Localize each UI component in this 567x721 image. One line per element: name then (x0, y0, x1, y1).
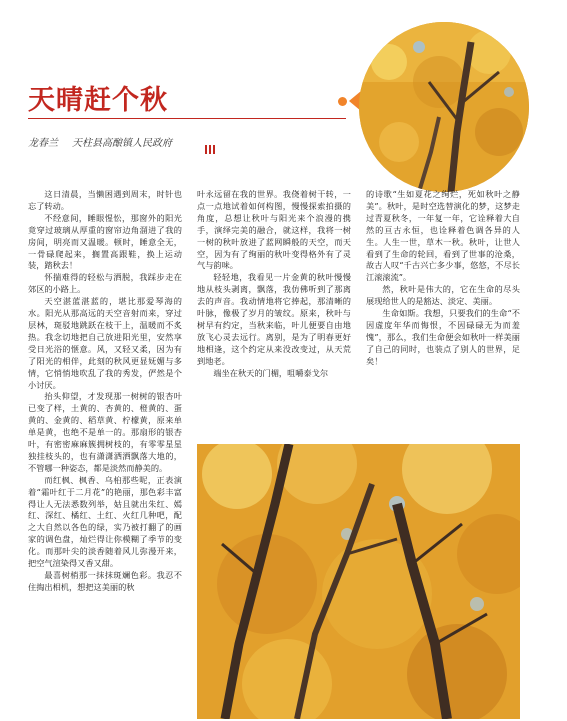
paragraph: 怀揣难得的轻松与洒脱，我踩步走在郊区的小路上。 (28, 272, 182, 295)
article-title: 天晴赶个秋 (28, 85, 168, 116)
orange-dot-icon (338, 97, 347, 106)
paragraph: 最喜树梢那一抹抹斑斓色彩。我忍不住掏出相机，想把这美丽的秋 (28, 570, 182, 592)
text-column-2 (197, 189, 351, 439)
paragraph: 不经意间，睡眼惺忪，那窗外的阳光竟穿过玻璃从厚重的窗帘边角溜进了我的房间，明亮而又温暖。顿时，睡意全无，一骨碌爬起来，搁置高跟鞋，换上运动装，踏秋去！ (28, 212, 182, 271)
paragraph: 生命如斯。我想，只要我们的生命“不因虚度年华而悔恨，不因碌碌无为而羞愧”，那么，我们生命便会如秋叶一样美丽了自己的同时，也装点了别人的世界，足矣！ (366, 308, 520, 366)
paragraph: 的诗歌“生如夏花之绚烂，死如秋叶之静美”。秋叶，是时空选替演化的梦，这梦走过青夏秋冬，一年复一年，它诠释着大自然的亘古永恒，也诠释着色调各异的人生。人生一世，草木一秋。秋叶，让世人看到了生命的轮回，看到了世事的沧桑，故古人叹“千古兴亡多少事，悠悠，不尽长江滚滚流”。 (366, 189, 520, 283)
ginkgo-tree-circle-photo (359, 22, 529, 192)
text-column-3 (366, 189, 520, 439)
text-column-1 (28, 189, 182, 719)
byline (28, 137, 172, 151)
byline-bars-icon (205, 139, 217, 158)
paragraph: 这日清晨，当懒困遇到周末，时针也忘了转动。 (28, 189, 182, 211)
paragraph: 叶永远留在我的世界。我侥着树干转，一点一点地试着如何构图，慢慢探索拍摄的角度，总想让秋叶与阳光来个浪漫的携手，演绎完美的融合，就这样，我将一树一树的秋叶放进了蓝网瞬般的天空，而天空，因为有了绚丽的秋叶变得格外有了灵气与韵味。 (197, 189, 351, 271)
paragraph: 然，秋叶是伟大的，它在生命的尽头展现给世人的是豁达、淡定、美丽。 (366, 284, 520, 307)
paragraph: 而红枫、枫香、乌桕那些呢，正表演着“霜叶红于二月花”的艳丽，那色彩丰富得让人无法悉数列举，姑且就出朱红、嫣红、深红、橘红、土红、火红几种吧，配之大自然以各色的绿，实乃被打翻了的画家的调色盘，灿烂得让你模糊了季节的变化。而那叶尖的淡香随着风儿弥漫开来，把空气渲染得又香又甜。 (28, 474, 182, 569)
paragraph: 轻轻地，我看见一片金黄的秋叶慢慢地从枝头剥离，飘落，我仿佛听到了那离去的声音。我动情地将它捧起，那清晰的叶脉，像极了岁月的皱纹。原来，秋叶与树早有约定，当秋来临，叶儿便要自由地放飞心灵去远行。离别，是为了明春更好地相逢，这个约定从来没改变过，从天荒到地老。 (197, 272, 351, 366)
paragraph: 抬头仰望，才发现那一树树的银杏叶已变了样，土黄的、杏黄的、橙黄的、蛋黄的、金黄的、稻草黄、柠檬黄，原来单单是黄，也绝不是单一的。那扇形的银杏叶，有密密麻麻簇拥树枝的，有零零星星独挂枝头的，也有潇潇洒洒飘落大地的，不管哪一种姿态，都是淡然而静美的。 (28, 391, 182, 473)
paragraph: 天空湛蓝湛蓝的，堪比那爱琴海的水。阳光从那高远的天空音射而来，穿过层林，斑驳地跳跃在枝干上，温暖而不炙热。我念切地把自己放进阳光里，安然享受日光浴的惬意。风，又轻又柔，因为有了阳光的相伴，此刻的秋风更显妩媚与多情，它悄悄地吹乱了我的秀发，俨然是个小讨厌。 (28, 296, 182, 390)
author-affiliation: 天柱县高酿镇人民政府 (72, 138, 172, 149)
author-name: 龙春兰 (28, 138, 58, 149)
ginkgo-canopy-photo (197, 444, 520, 719)
title-divider (28, 118, 346, 119)
paragraph: 端坐在秋天的门楣，咀嚼泰戈尔 (213, 367, 329, 378)
